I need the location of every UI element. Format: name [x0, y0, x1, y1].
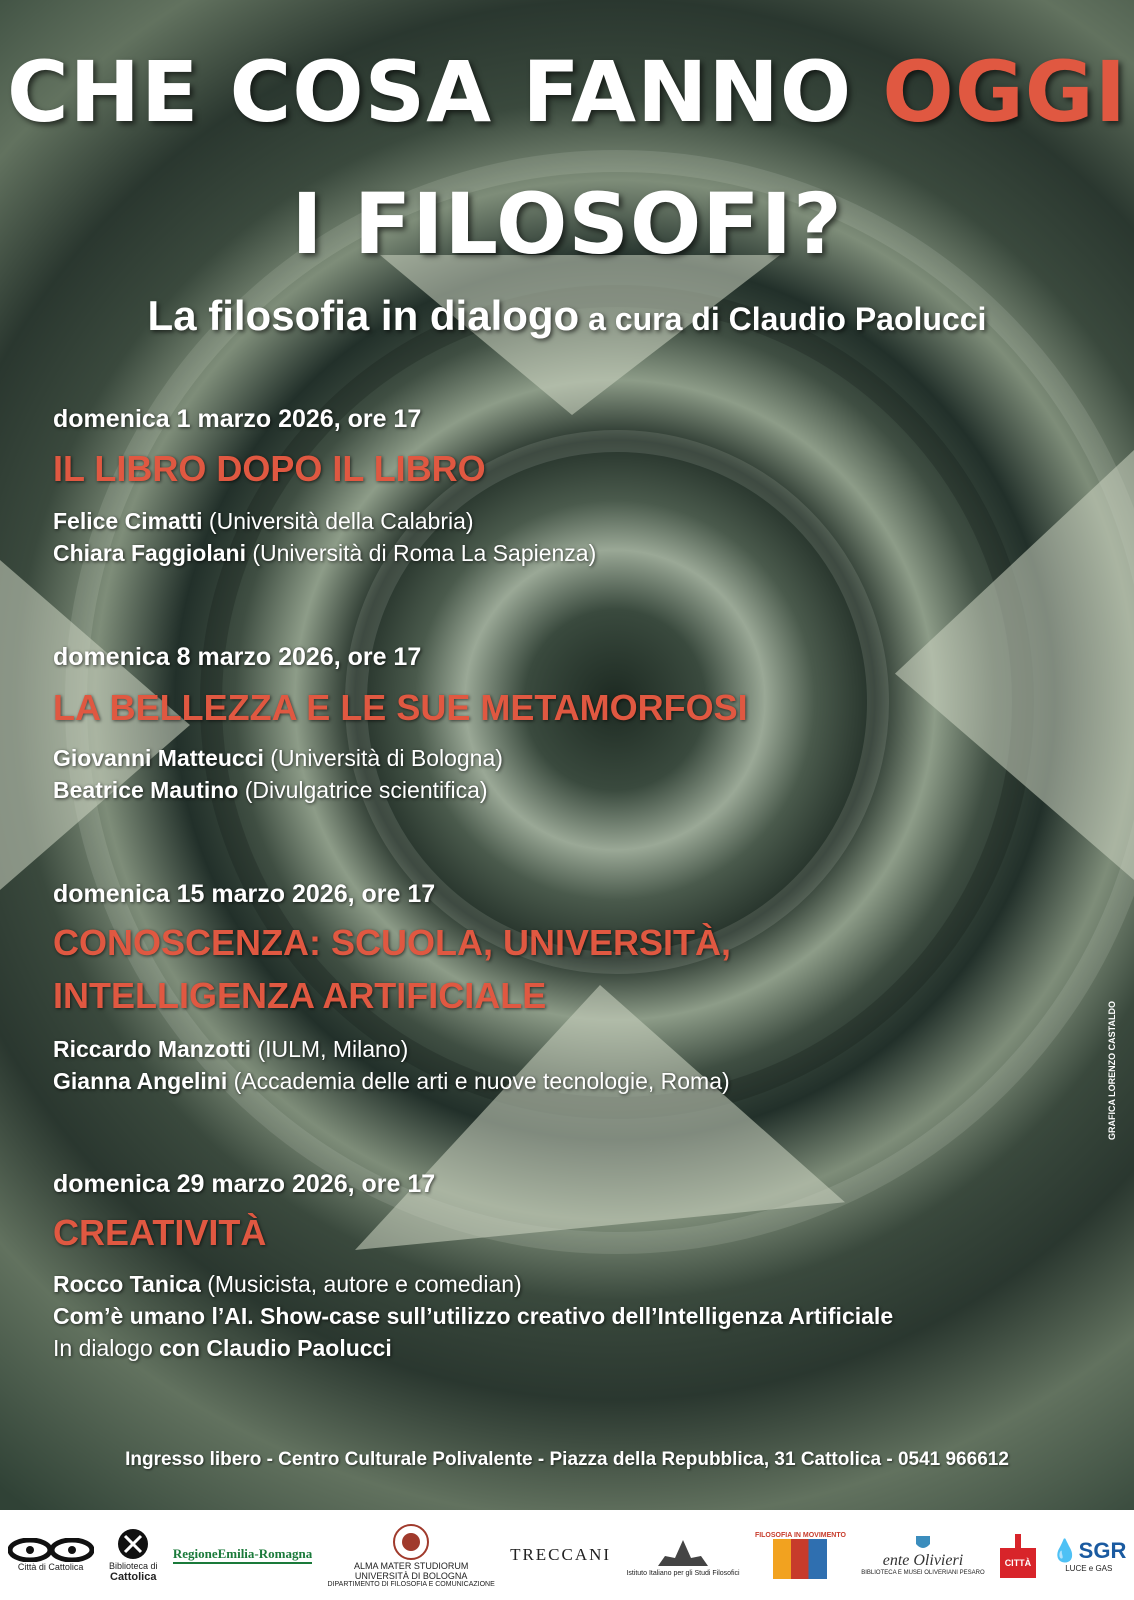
logo-label: RegioneEmilia-Romagna — [173, 1546, 312, 1564]
event-2-title: LA BELLEZZA E LE SUE METAMORFOSI — [53, 687, 748, 728]
badge: CITTÀ — [1000, 1548, 1036, 1578]
graphic-credit: GRAFICA LORENZO CASTALDO — [1107, 1001, 1117, 1140]
logo-sublabel: BIBLIOTECA E MUSEI OLIVERIANI PESARO — [861, 1570, 985, 1576]
speaker-affiliation: (Musicista, autore e comedian) — [200, 1271, 522, 1297]
library-icon — [116, 1527, 150, 1561]
event-3-date: domenica 15 marzo 2026, ore 17 — [53, 880, 436, 908]
logo-biblioteca — [109, 1527, 158, 1583]
logo-citta-di-cattolica — [8, 1538, 94, 1572]
speaker-name: Rocco Tanica — [53, 1271, 201, 1297]
event-4-date: domenica 29 marzo 2026, ore 17 — [53, 1170, 436, 1198]
logo-label-1: ALMA MATER STUDIORUM — [353, 1560, 469, 1571]
headline-line-1 — [0, 43, 1134, 141]
speaker-name: Gianna Angelini — [53, 1068, 228, 1094]
engraving-icon — [653, 1534, 713, 1570]
event-2-date: domenica 8 marzo 2026, ore 17 — [53, 643, 422, 671]
collage-icon — [773, 1539, 827, 1579]
headline-main: CHE COSA FANNO — [7, 43, 883, 141]
logo-istituto — [626, 1534, 739, 1577]
event-2-speaker-1 — [53, 742, 503, 774]
logo-citta-badge — [1000, 1532, 1036, 1578]
event-3-title-line-2: INTELLIGENZA ARTIFICIALE — [53, 975, 547, 1016]
logo-label — [1051, 1538, 1126, 1564]
speaker-name: Riccardo Manzotti — [53, 1036, 252, 1062]
speaker-affiliation: (Università di Roma La Sapienza) — [245, 540, 597, 566]
speaker-name: Giovanni Matteucci — [53, 745, 264, 771]
logo-sublabel: LUCE e GAS — [1065, 1563, 1113, 1573]
subtitle — [0, 292, 1134, 340]
event-2-speaker-2 — [53, 774, 488, 806]
logo-label-1: Biblioteca di — [108, 1560, 158, 1571]
logo-label-3: DIPARTIMENTO DI FILOSOFIA E COMUNICAZIONE — [327, 1580, 495, 1588]
seal-icon — [392, 1523, 430, 1561]
logo-unibo — [328, 1523, 495, 1588]
speaker-affiliation: (Divulgatrice scientifica) — [238, 777, 488, 803]
logo-label: TRECCANI — [510, 1545, 612, 1564]
event-4-dialog — [53, 1332, 392, 1364]
subtitle-curator: a cura di Claudio Paolucci — [579, 301, 987, 337]
event-1-date: domenica 1 marzo 2026, ore 17 — [53, 405, 422, 433]
logo-label: ente Olivieri — [882, 1552, 964, 1569]
eyes-icon — [8, 1538, 94, 1562]
flame-icon: 💧 — [1051, 1537, 1079, 1563]
shield-icon — [914, 1534, 932, 1552]
event-1-speaker-2 — [53, 537, 596, 569]
show-title: Com’è umano l’AI. Show-case sull’utilizzo creativo dell’Intelligenza Artificiale — [53, 1303, 894, 1329]
sponsor-logo-bar — [0, 1510, 1134, 1600]
speaker-name: Chiara Faggiolani — [53, 540, 246, 566]
event-3-title-line-1: CONOSCENZA: SCUOLA, UNIVERSITÀ, — [53, 922, 732, 963]
dialog-name: con Claudio Paolucci — [159, 1335, 392, 1361]
logo-filosofia-movimento — [755, 1532, 846, 1579]
venue-info: Ingresso libero - Centro Culturale Polivalente - Piazza della Repubblica, 31 Cattolica - 0541 966612 — [125, 1449, 1009, 1470]
event-1-title: IL LIBRO DOPO IL LIBRO — [53, 448, 486, 489]
logo-label: FILOSOFIA IN MOVIMENTO — [754, 1531, 846, 1539]
dialog-prefix: In dialogo — [53, 1335, 160, 1361]
event-4-speaker-1 — [53, 1268, 522, 1300]
speaker-affiliation: (Università di Bologna) — [263, 745, 503, 771]
event-3-speaker-2 — [53, 1065, 730, 1097]
event-1-speaker-1 — [53, 505, 474, 537]
logo-sgr — [1051, 1538, 1126, 1573]
logo-label-text: SGR — [1078, 1537, 1127, 1563]
logo-treccani — [510, 1545, 611, 1565]
event-3-speaker-1 — [53, 1033, 408, 1065]
logo-label: Città di Cattolica — [17, 1562, 84, 1572]
event-4-title: CREATIVITÀ — [53, 1212, 267, 1253]
event-4-show — [53, 1300, 893, 1332]
tower-icon — [1010, 1532, 1026, 1548]
logo-label-2: UNIVERSITÀ DI BOLOGNA — [354, 1570, 468, 1581]
speaker-affiliation: (IULM, Milano) — [251, 1036, 409, 1062]
headline-accent: OGGI — [882, 43, 1127, 141]
speaker-name: Felice Cimatti — [53, 508, 203, 534]
logo-label: Istituto Italiano per gli Studi Filosofici — [626, 1569, 740, 1577]
logo-regione — [173, 1546, 312, 1564]
speaker-affiliation: (Università della Calabria) — [202, 508, 474, 534]
subtitle-main: La filosofia in dialogo — [147, 292, 580, 339]
logo-label-2: Cattolica — [110, 1570, 157, 1583]
logo-olivieri — [861, 1534, 984, 1576]
headline-line-2: I FILOSOFI? — [291, 175, 843, 273]
speaker-affiliation: (Accademia delle arti e nuove tecnologie, Roma) — [227, 1068, 730, 1094]
speaker-name: Beatrice Mautino — [53, 777, 239, 803]
